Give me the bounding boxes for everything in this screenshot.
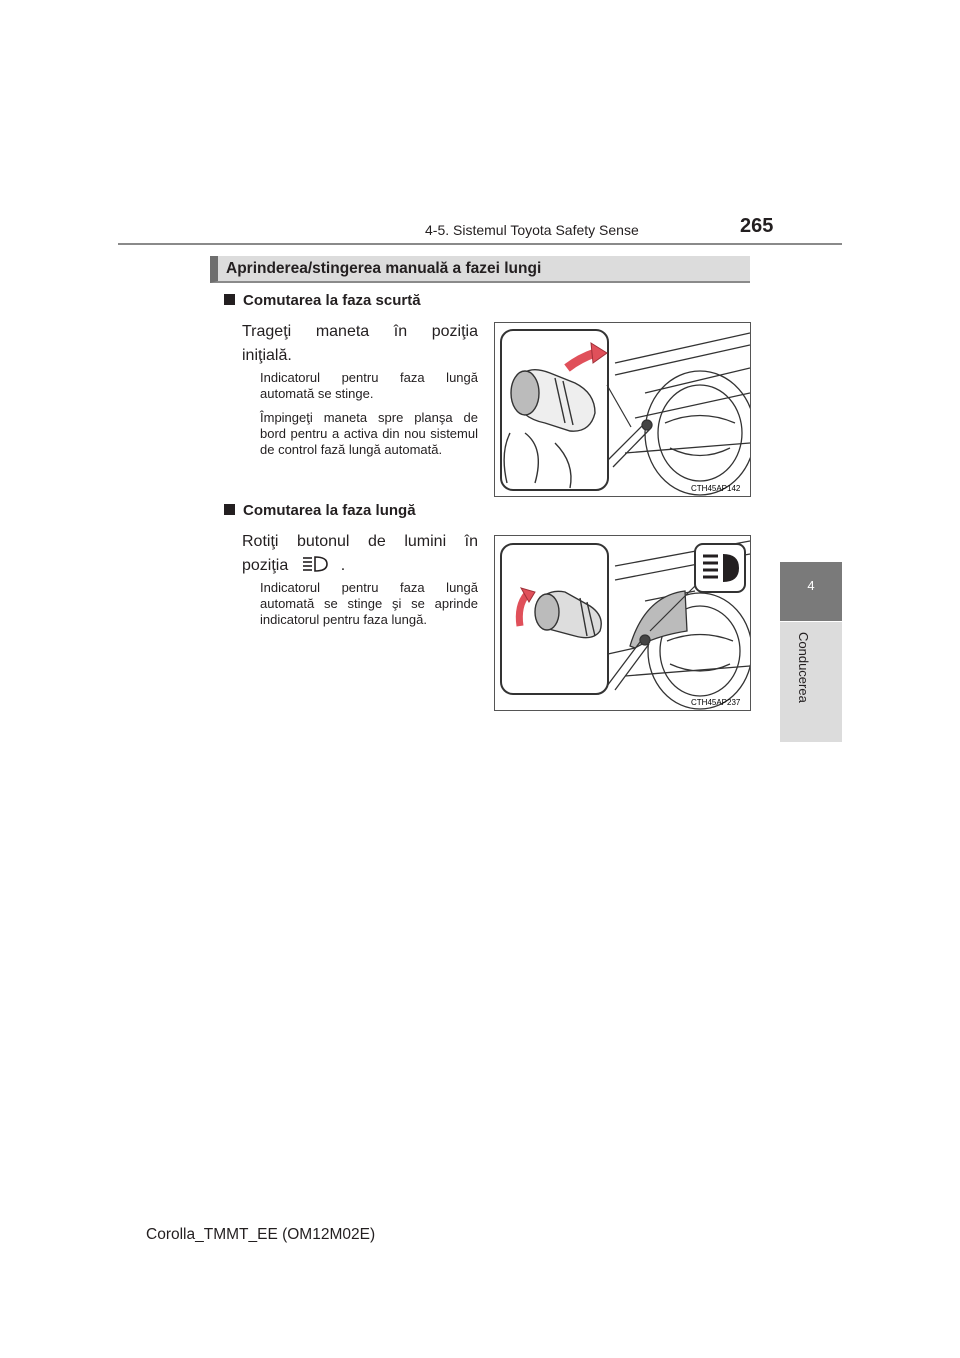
figure-knob-rotate <box>494 535 751 711</box>
high-beam-icon <box>301 555 331 573</box>
chapter-band <box>780 622 842 742</box>
step-line-with-icon <box>242 554 478 578</box>
subheading-text: Comutarea la faza lungă <box>243 502 416 519</box>
chapter-number: 4 <box>807 578 815 593</box>
subheading-low-beam <box>224 292 421 309</box>
note-text: Împingeţi maneta spre planşa de bord pentru a activa din nou sistemul de control fază lungă automată. <box>260 410 478 457</box>
note-text: Indicatorul pentru faza lungă automată se stinge. <box>260 370 478 401</box>
step-text: . <box>340 557 346 574</box>
step-line: iniţială. <box>242 347 292 364</box>
running-header: 4-5. Sistemul Toyota Safety Sense <box>425 222 639 238</box>
step-line: Trageţi maneta în poziţia <box>242 323 478 340</box>
lever-pull-illustration <box>495 323 750 496</box>
section-title: Aprinderea/stingerea manuală a fazei lungi <box>226 260 542 277</box>
page-number: 265 <box>740 215 774 237</box>
square-bullet-icon <box>224 294 235 305</box>
step-text: poziţia <box>242 557 289 574</box>
figure-code: CTH45AP142 <box>691 484 741 493</box>
header-rule <box>118 243 842 245</box>
subheading-text: Comutarea la faza scurtă <box>243 292 421 309</box>
subheading-high-beam <box>224 502 416 519</box>
note-text: Indicatorul pentru faza lungă automată se stinge şi se aprinde indicatorul pentru faza lungă. <box>260 580 478 627</box>
square-bullet-icon <box>224 504 235 515</box>
knob-rotate-illustration <box>495 536 750 710</box>
step-line: Rotiţi butonul de lumini în <box>242 533 478 550</box>
figure-lever-pull <box>494 322 751 497</box>
figure-code: CTH45AP237 <box>691 698 741 707</box>
footer-model-code: Corolla_TMMT_EE (OM12M02E) <box>146 1226 376 1243</box>
chapter-label: Conducerea <box>796 632 811 703</box>
